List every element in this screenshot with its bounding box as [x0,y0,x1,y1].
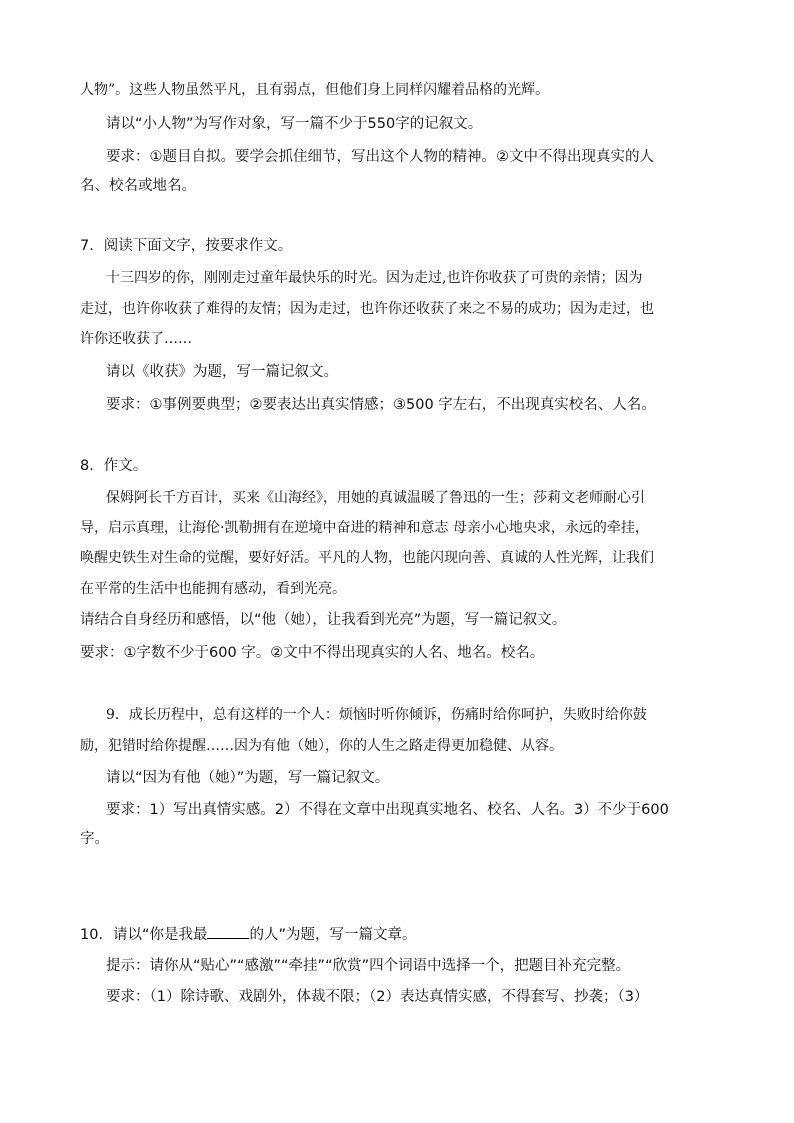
q8-heading: 8．作文。 [80,458,148,474]
q10-fill-blank [207,924,249,939]
q6-task: 请以“小人物”为写作对象，写一篇不少于550字的记叙文。 [106,116,483,132]
q8-task: 请结合自身经历和感悟，以“他（她），让我看到光亮”为题，写一篇记叙文。 [80,612,567,628]
q10-hint: 提示：请你从“贴心”“感激”“牵挂”“欣赏”四个词语中选择一个，把题目补充完整。 [106,958,631,974]
q9-task: 请以“因为有他（她）”为题，写一篇记叙文。 [106,770,390,786]
q8-passage-line1: 保姆阿长千方百计，买来《山海经》，用她的真诚温暖了鲁迅的一生；莎莉文老师耐心引 [106,490,645,506]
q10-heading-before: 10．请以“你是我最 [80,927,208,943]
q7-heading: 7．阅读下面文字，按要求作文。 [80,238,293,254]
q8-passage-line4: 在平常的生活中也能拥有感动，看到光亮。 [80,581,346,597]
q6-requirement-line2: 名、校名或地名。 [80,178,196,194]
q9-passage-line2: 励，犯错时给你提醒……因为有他（她），你的人生之路走得更加稳健、从容。 [80,738,563,754]
q8-passage-line2: 导，启示真理，让海伦·凯勒拥有在逆境中奋进的精神和意志 母亲小心地央求，永远的牵挂， [80,520,649,536]
q8-requirement: 要求：①字数不少于600 字。②文中不得出现真实的人名、地名。校名。 [80,645,545,661]
q8-passage-line3: 唤醒史铁生对生命的觉醒，要好好活。平凡的人物，也能闪现向善、真诚的人性光辉，让我们 [80,550,654,566]
q6-requirement-line1: 要求：①题目自拟。要学会抓住细节，写出这个人物的精神。②文中不得出现真实的人 [106,149,654,165]
q7-passage-line3: 许你还收获了…… [80,331,192,347]
q6-intro-tail: 人物”。这些人物虽然平凡，且有弱点，但他们身上同样闪耀着品格的光辉。 [80,82,550,98]
q7-requirement: 要求：①事例要典型；②要表达出真实情感；③500 字左右，不出现真实校名、人名。 [106,397,656,413]
q10-requirement: 要求：（1）除诗歌、戏剧外，体裁不限；（2）表达真情实感，不得套写、抄袭；（3） [106,989,649,1005]
q10-heading-after: 的人”为题，写一篇文章。 [249,927,417,943]
q9-requirement-line2: 字。 [80,831,109,847]
q7-task: 请以《收获》为题，写一篇记叙文。 [106,364,338,380]
q10-heading [80,924,416,945]
q7-passage-line1: 十三四岁的你，刚刚走过童年最快乐的时光。因为走过,也许你收获了可贵的亲情；因为 [106,270,643,286]
q9-passage-line1: 9．成长历程中，总有这样的一个人：烦恼时听你倾诉，伤痛时给你呵护，失败时给你鼓 [106,707,647,723]
q9-requirement-line1: 要求：1）写出真情实感。2）不得在文章中出现真实地名、校名、人名。3）不少于600 [106,802,669,818]
q7-passage-line2: 走过，也许你收获了难得的友情；因为走过，也许你还收获了来之不易的成功；因为走过，也 [80,301,654,317]
